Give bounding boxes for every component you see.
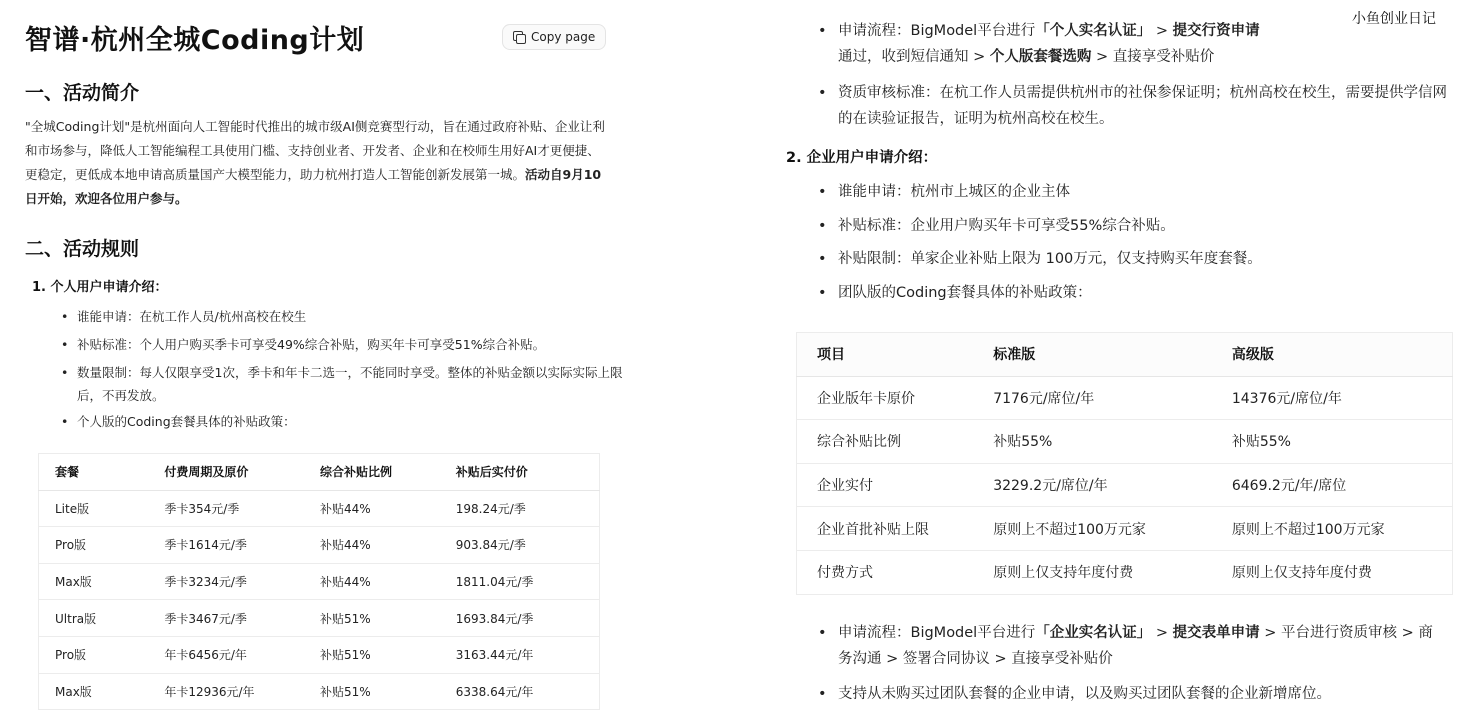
intro-text: "全城Coding计划"是杭州面向人工智能时代推出的城市级AI侧竞赛型行动，旨在通过政府补贴、企业让利和市场参与，降低人工智能编程工具使用门槛、支持创业者、开发者、企业和在校师生用好AI才更便捷、更稳定，更低成本地申请高质量国产大模型能力，助力杭州打造人工智能创新发展第一城。 [25,119,605,182]
table-cell: 3229.2元/席位/年 [973,463,1212,507]
table-cell: 14376元/席位/年 [1212,376,1453,420]
table-cell: 6469.2元/年/席位 [1212,463,1453,507]
column-header: 套餐 [39,454,149,491]
table-cell: 补贴55% [973,420,1212,464]
table-cell: 原则上仅支持年度付费 [1212,550,1453,594]
table-cell: 7176元/席位/年 [973,376,1212,420]
table-row [39,673,600,710]
text: 申请流程：BigModel平台进行 [838,23,1036,39]
qualification-bullet: • 资质审核标准：在杭工作人员需提供杭州市的社保参保证明；杭州高校在校生，需要提供学信网的在读验证报告，证明为杭州高校在校生。 [838,80,1456,132]
enterprise-bullet-policy: • 团队版的Coding套餐具体的补贴政策： [838,280,1092,306]
table-cell: 补贴51% [304,600,440,637]
table-cell: 付费方式 [797,550,974,594]
table-row [39,490,600,527]
copy-page-label: Copy page [531,30,596,44]
table-cell: 年卡6456元/年 [148,636,304,673]
table-cell: 企业版年卡原价 [797,376,974,420]
copy-page-button[interactable] [502,24,606,50]
text: 申请流程：BigModel平台进行 [838,625,1036,641]
enterprise-heading: 2. 企业用户申请介绍： [786,150,938,166]
intro-bold-text: 活动自9月10日开始，欢迎各位用户参与。 [25,167,602,206]
personal-subsidy-table [38,453,600,710]
table-cell: 6338.64元/年 [440,673,600,710]
text: > 直接享受补贴价 [1091,49,1215,65]
text: > 平台进行资质审核 > 商 [1259,625,1433,641]
enterprise-apply-process-bullet [838,620,1458,672]
table-cell: 综合补贴比例 [797,420,974,464]
table-cell: 1811.04元/季 [440,563,600,600]
table-cell: 补贴51% [304,636,440,673]
table-cell: 原则上仅支持年度付费 [973,550,1212,594]
table-row [797,376,1453,420]
table-row [39,600,600,637]
enterprise-bullet-limit: • 补贴限制：单家企业补贴上限为 100万元，仅支持购买年度套餐。 [838,246,1262,272]
section-heading-rules: 二、活动规则 [25,238,140,260]
table-cell: Max版 [39,673,149,710]
table-cell: 年卡12936元/年 [148,673,304,710]
table-cell: Ultra版 [39,600,149,637]
column-header: 项目 [797,333,974,377]
column-header: 综合补贴比例 [304,454,440,491]
table-row [39,636,600,673]
table-cell: 3163.44元/年 [440,636,600,673]
table-cell: 补贴44% [304,490,440,527]
personal-bullet-policy: • 个人版的Coding套餐具体的补贴政策： [77,410,296,433]
right-page [760,0,1472,720]
text-bold: 提交行资申请 [1172,23,1260,39]
enterprise-bullet-standard: • 补贴标准：企业用户购买年卡可享受55%综合补贴。 [838,213,1175,239]
enterprise-bullet-who: • 谁能申请：杭州市上城区的企业主体 [838,179,1070,205]
text: 通过，收到短信通知 > [838,49,990,65]
table-cell: 企业首批补贴上限 [797,507,974,551]
table-cell: Pro版 [39,636,149,673]
text-bold: 个人版套餐选购 [989,49,1092,65]
table-row [39,527,600,564]
personal-bullet-who: • 谁能申请：在杭工作人员/杭州高校在校生 [77,305,306,328]
column-header: 标准版 [973,333,1212,377]
enterprise-subsidy-table [796,332,1453,595]
copy-icon [513,31,525,43]
table-row [797,507,1453,551]
text: > [1151,625,1173,641]
table-cell: 季卡354元/季 [148,490,304,527]
table-cell: 季卡3234元/季 [148,563,304,600]
table-row [797,420,1453,464]
column-header: 补贴后实付价 [440,454,600,491]
text: 务沟通 > 签署合同协议 > 直接享受补贴价 [838,651,1113,667]
personal-heading: 1. 个人用户申请介绍： [32,280,168,295]
text-bold: 「企业实名认证」 [1035,625,1152,641]
table-cell: 原则上不超过100万元家 [1212,507,1453,551]
table-cell: 1693.84元/季 [440,600,600,637]
intro-paragraph [25,115,605,211]
page-title: 智谱·杭州全城Coding计划 [25,25,365,56]
table-cell: 补贴44% [304,527,440,564]
table-header-row [797,333,1453,377]
table-cell: Lite版 [39,490,149,527]
table-cell: 季卡3467元/季 [148,600,304,637]
personal-bullet-limit: • 数量限制：每人仅限享受1次，季卡和年卡二选一，不能同时享受。整体的补贴金额以实际实际上限后，不再发放。 [77,361,637,407]
column-header: 高级版 [1212,333,1453,377]
watermark-text: 小鱼创业日记 [1352,11,1436,27]
table-cell: 补贴55% [1212,420,1453,464]
table-row [797,463,1453,507]
personal-bullet-standard: • 补贴标准：个人用户购买季卡可享受49%综合补贴，购买年卡可享受51%综合补贴。 [77,333,545,356]
table-cell: 补贴44% [304,563,440,600]
left-page [0,0,700,720]
table-cell: Max版 [39,563,149,600]
text-bold: 提交表单申请 [1172,625,1260,641]
table-cell: 企业实付 [797,463,974,507]
section-heading-intro: 一、活动简介 [25,82,140,104]
table-cell: 季卡1614元/季 [148,527,304,564]
text-bold: 「个人实名认证」 [1035,23,1152,39]
table-cell: 198.24元/季 [440,490,600,527]
column-header: 付费周期及原价 [148,454,304,491]
enterprise-seat-bullet: • 支持从未购买过团队套餐的企业申请，以及购买过团队套餐的企业新增席位。 [838,681,1331,707]
table-row [39,563,600,600]
table-cell: 原则上不超过100万元家 [973,507,1212,551]
table-cell: 补贴51% [304,673,440,710]
text: > [1151,23,1173,39]
table-row [797,550,1453,594]
table-cell: Pro版 [39,527,149,564]
table-header-row [39,454,600,491]
table-cell: 903.84元/季 [440,527,600,564]
